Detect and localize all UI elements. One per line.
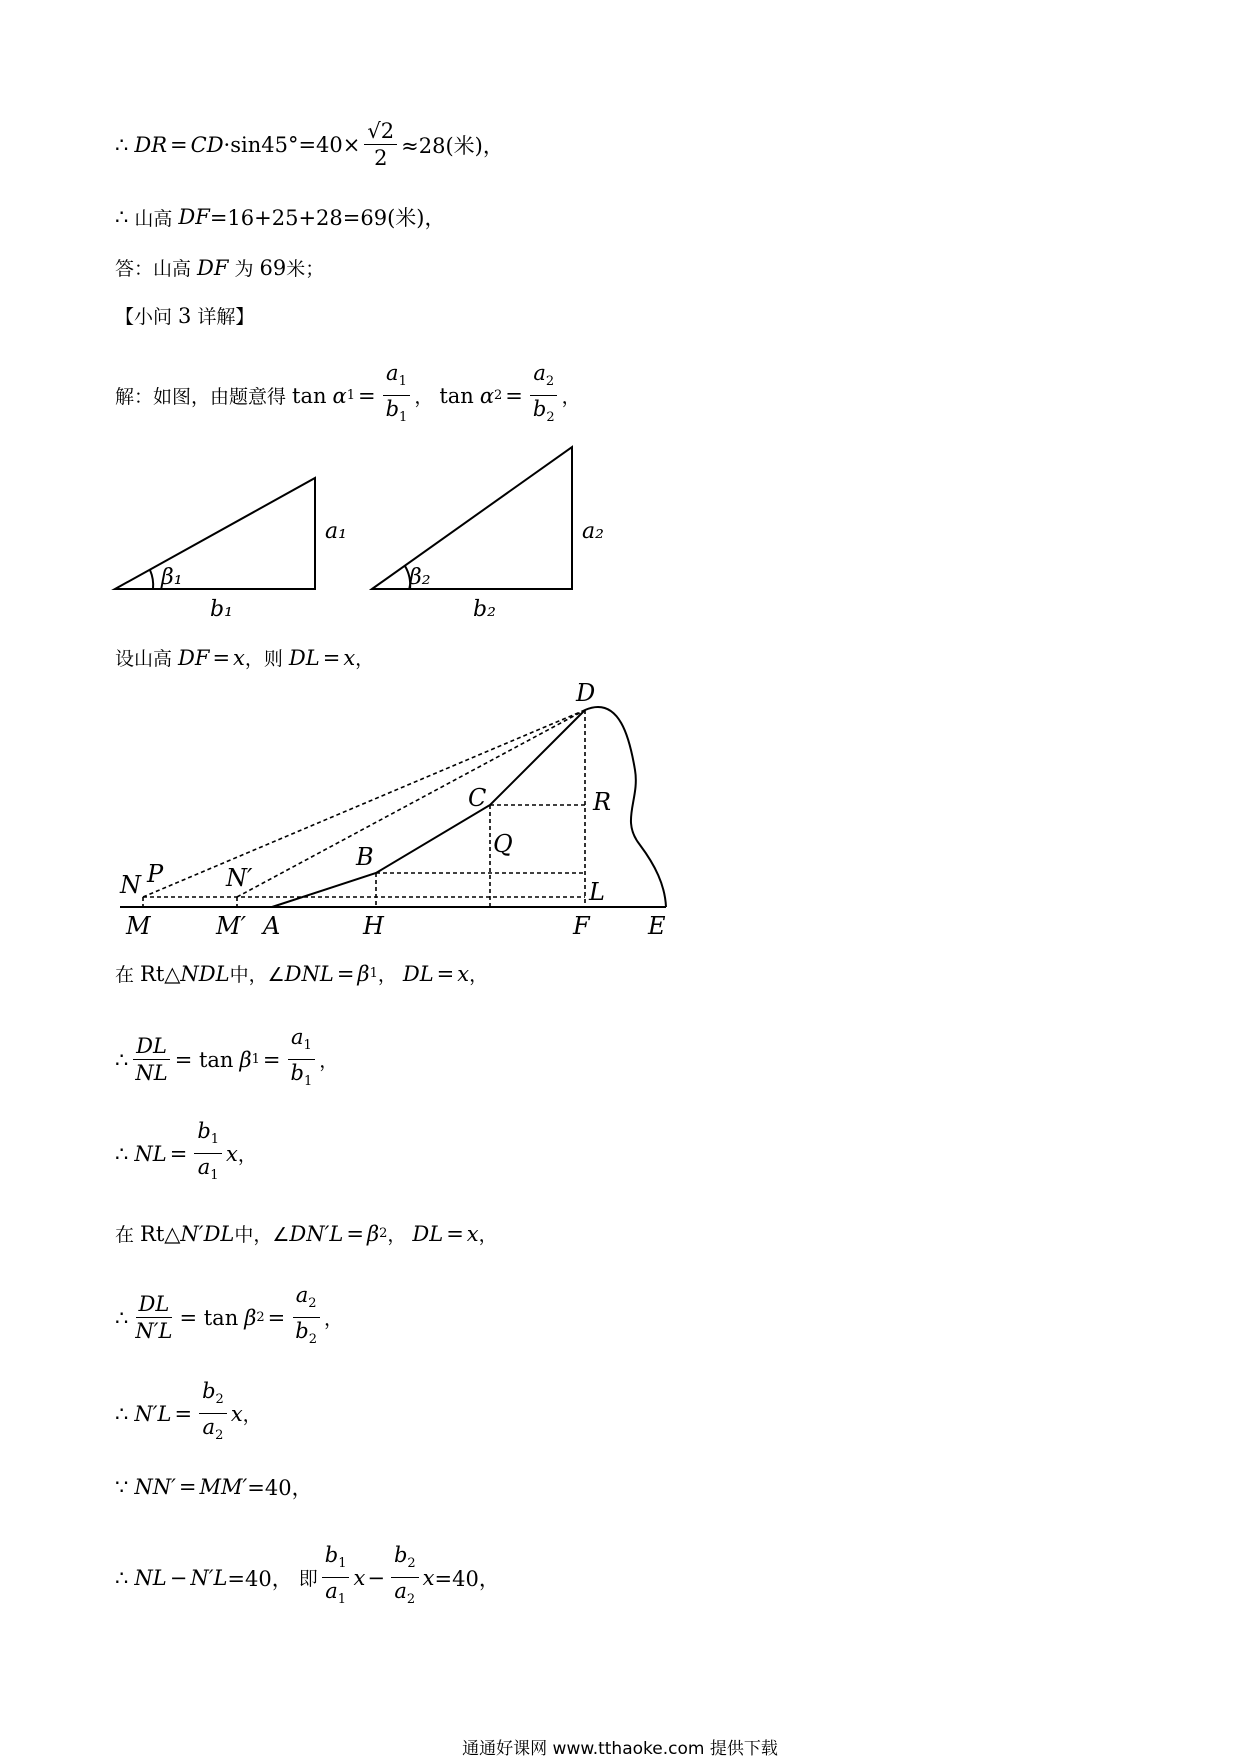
tan-label: tan [292, 383, 327, 408]
var-cd: CD [190, 132, 224, 157]
frac-num: √2 [364, 120, 397, 145]
because-symbol: ∵ [115, 1475, 129, 1499]
sub: 1 [303, 1074, 313, 1090]
var-x: x [466, 1221, 479, 1246]
comma: ， [469, 964, 489, 986]
var-dl: DL [288, 645, 320, 670]
var-b: b [290, 1061, 304, 1086]
var-x: x [233, 645, 245, 670]
eq-sign: = [178, 1475, 197, 1499]
beta: β [366, 1221, 380, 1246]
sub: 1 [303, 1038, 312, 1054]
frac-den [200, 1414, 227, 1447]
expr-sin: ·sin45°=40× [223, 132, 361, 157]
eq-sign: = [212, 645, 231, 670]
var-a: a [325, 1579, 338, 1604]
var-nl: NL [134, 1565, 167, 1590]
eq-sign: = [262, 1047, 281, 1072]
var-nl: NL [134, 1141, 167, 1166]
expr-sum: =16+25+28=69(米)， [209, 206, 446, 230]
var-b: b [202, 1379, 216, 1403]
frac-den [195, 1154, 222, 1187]
dashed-npd [237, 710, 585, 897]
eq-sign: = [346, 1221, 364, 1246]
label-e: E [648, 912, 666, 940]
figure-solid-lines [120, 707, 666, 907]
var-npdl: N′DL [180, 1221, 235, 1246]
sub-2: 2 [379, 1226, 388, 1241]
label-a1: a₁ [325, 519, 347, 544]
tan-label: = tan [179, 1305, 239, 1330]
var-nnp: NN′ [134, 1475, 176, 1499]
frac-den: N′L [135, 1319, 173, 1344]
label-b2: b₂ [473, 597, 496, 622]
sub-2: 2 [494, 388, 503, 404]
var-x: x [422, 1565, 435, 1590]
var-a: a [386, 361, 399, 385]
sub: 1 [210, 1168, 219, 1184]
heading-part1: 【小问 [115, 306, 173, 328]
frac-dl-npl [132, 1293, 175, 1342]
tan-beta2-line [115, 1284, 343, 1351]
value-69: 69 [259, 255, 287, 280]
comma: ， [561, 386, 581, 409]
frac-a1-b1 [288, 1026, 316, 1093]
sub: 2 [215, 1392, 224, 1408]
label-p: P [147, 860, 164, 888]
text-wei: 为 [234, 258, 254, 280]
comma: ， [355, 648, 375, 670]
var-b: b [324, 1543, 339, 1567]
var-b: b [295, 1319, 309, 1344]
frac-num [391, 1544, 419, 1578]
because-line [115, 1472, 313, 1502]
label-h: H [363, 912, 384, 940]
sub: 2 [308, 1296, 317, 1312]
final-equation-line [115, 1544, 500, 1611]
label-l: L [589, 878, 605, 906]
eq-sign: = [446, 1221, 464, 1246]
text-in: 在 [115, 964, 135, 986]
sub: 1 [399, 410, 408, 426]
beta: β [357, 961, 370, 986]
var-b: b [532, 397, 547, 422]
sub: 2 [546, 410, 555, 426]
frac-num [288, 1026, 315, 1060]
var-dnl: DNL [284, 961, 334, 986]
rt-npdl-line [115, 1220, 498, 1247]
var-ndl: NDL [180, 961, 230, 986]
frac-b2-a2 [199, 1380, 227, 1447]
sub: 2 [407, 1556, 416, 1572]
minus-sign: − [367, 1565, 385, 1590]
alpha: α [479, 383, 494, 408]
nl-line [115, 1120, 257, 1187]
var-a: a [394, 1579, 407, 1604]
label-n-prime: N′ [226, 864, 253, 892]
eq-sign: = [322, 645, 341, 670]
frac-b1-a1 [194, 1120, 222, 1187]
var-a: a [202, 1415, 216, 1440]
therefore-symbol: ∴ [115, 132, 129, 157]
therefore-symbol: ∴ [115, 1141, 129, 1166]
sub: 2 [545, 374, 555, 390]
comma: ， [242, 1404, 262, 1427]
text-middle-angle: 中，∠ [234, 1224, 290, 1246]
var-mmp: MM′ [199, 1475, 248, 1499]
label-beta2: β₂ [409, 565, 431, 590]
therefore-symbol: ∴ [115, 1047, 129, 1072]
beta: β [239, 1047, 252, 1072]
sub: 1 [398, 374, 407, 390]
frac-den [391, 1578, 418, 1611]
comma: ， [478, 1224, 498, 1246]
eq-sign: = [169, 1141, 188, 1166]
sub-1: 1 [251, 1052, 260, 1068]
frac-dl-nl [132, 1035, 170, 1084]
var-dr: DR [134, 132, 168, 157]
sub: 1 [210, 1132, 220, 1148]
text-meters: 米； [286, 258, 325, 280]
comma: ， [387, 1224, 407, 1246]
therefore-symbol: ∴ [115, 1305, 129, 1330]
var-a: a [533, 361, 546, 385]
text-in: 在 [115, 1224, 135, 1246]
label-c: C [468, 784, 487, 812]
npl-line [115, 1380, 262, 1447]
page-footer: 通通好课网 www.tthaoke.com 提供下载 [462, 1739, 778, 1759]
label-q: Q [493, 830, 513, 858]
var-x: x [230, 1401, 243, 1426]
var-df: DF [178, 205, 210, 229]
var-npl: N′L [190, 1565, 228, 1590]
var-a: a [197, 1155, 211, 1180]
eq-sign: = [436, 961, 455, 986]
frac-num: DL [136, 1293, 173, 1318]
frac-num [194, 1120, 222, 1154]
label-r: R [593, 788, 612, 816]
comma: ， [414, 386, 434, 409]
label-a: A [263, 912, 281, 940]
label-m: M [126, 912, 151, 940]
sub: 2 [215, 1428, 224, 1444]
var-dl: DL [402, 961, 434, 986]
comma: ， [319, 1050, 339, 1073]
sub: 1 [337, 1592, 347, 1608]
intro-text: 解：如图，由题意得 [115, 386, 287, 409]
text-namely: 即 [298, 1568, 318, 1591]
frac-num [293, 1284, 320, 1318]
frac-b2-a2 [391, 1544, 419, 1611]
value-40: =40， [227, 1566, 293, 1591]
slope-path [272, 710, 585, 907]
label-beta1: β₁ [161, 565, 183, 590]
therefore-symbol: ∴ [115, 1401, 129, 1426]
label-n: N [120, 871, 141, 899]
sub-2: 2 [256, 1310, 265, 1326]
frac-b1-a1 [322, 1544, 350, 1611]
comma: ， [324, 1308, 344, 1331]
tan-label: = tan [174, 1047, 234, 1072]
sub: 1 [338, 1556, 347, 1572]
frac-den: 2 [374, 146, 388, 170]
label-d: D [576, 679, 596, 707]
frac-den [292, 1318, 320, 1351]
var-a: a [295, 1283, 309, 1307]
sub: 2 [308, 1332, 317, 1348]
answer-label: 答：山高 [115, 258, 192, 280]
text-then: ，则 [244, 648, 283, 670]
var-a: a [290, 1025, 304, 1049]
beta: β [244, 1305, 257, 1330]
rt-triangle: Rt△ [140, 1221, 181, 1246]
sub: 2 [406, 1592, 416, 1608]
var-x: x [457, 961, 470, 986]
var-npl: N′L [134, 1401, 172, 1426]
value-40: =40， [247, 1476, 313, 1500]
label-a2: a₂ [582, 519, 604, 544]
var-df: DF [178, 645, 210, 670]
text-middle-angle: 中，∠ [229, 964, 285, 986]
text-mountain-height: 山高 [134, 207, 173, 230]
var-df: DF [197, 255, 229, 280]
rt-ndl-line [115, 960, 488, 987]
label-f: F [573, 912, 590, 940]
label-b1: b₁ [210, 597, 233, 622]
var-x: x [226, 1141, 238, 1166]
frac-num [199, 1380, 227, 1414]
frac-a2-b2 [292, 1284, 320, 1351]
sub-1: 1 [369, 966, 378, 981]
heading-part2: 详解】 [197, 306, 255, 328]
var-x: x [343, 645, 356, 670]
label-b: B [356, 843, 374, 871]
comma: ， [377, 964, 397, 986]
eq-sign: = [505, 383, 523, 408]
therefore-symbol: ∴ [115, 205, 129, 229]
eq-sign: = [174, 1401, 193, 1426]
eq-sign: = [336, 961, 355, 986]
frac-num [322, 1544, 350, 1578]
minus-sign: − [169, 1565, 188, 1590]
var-dnpl: DN′L [289, 1221, 344, 1246]
tan-label: tan [439, 383, 474, 408]
text-let: 设山高 [115, 648, 173, 670]
frac-den [322, 1578, 349, 1611]
therefore-symbol: ∴ [115, 1565, 129, 1590]
var-b: b [197, 1119, 211, 1143]
eq-sign: = [267, 1305, 286, 1330]
rt-triangle: Rt△ [140, 961, 181, 986]
eq-sign: = [357, 383, 376, 408]
var-x: x [353, 1565, 366, 1590]
value-40: =40， [434, 1566, 500, 1591]
frac-den [288, 1060, 316, 1093]
comma: ， [237, 1144, 257, 1167]
tan-beta1-line [115, 1026, 338, 1093]
alpha: α [332, 383, 347, 408]
heading-number: 3 [178, 303, 192, 328]
label-m-prime: M′ [216, 912, 247, 940]
expr-result: ≈28(米)， [401, 133, 504, 158]
eq-sign: = [170, 132, 188, 157]
var-dl: DL [412, 1221, 444, 1246]
var-b: b [393, 1543, 408, 1567]
frac-num: DL [133, 1035, 170, 1060]
frac-den: NL [135, 1061, 168, 1086]
var-b: b [385, 397, 400, 422]
sub-1: 1 [346, 388, 355, 404]
